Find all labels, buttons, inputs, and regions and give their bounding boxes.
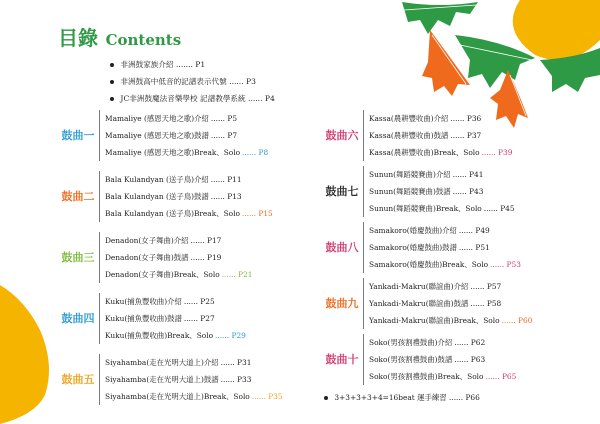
chapter-label: 鼓曲二 (61, 190, 95, 203)
toc-entry[interactable] (369, 351, 516, 368)
chapter-entries (105, 110, 268, 161)
toc-entry-text: Sunun(舞蹈競賽曲)Break、Solo (369, 204, 482, 213)
toc-entry-page: ...... P57 (470, 282, 502, 291)
intro-item[interactable] (110, 90, 275, 107)
chapter-divider (99, 171, 100, 222)
toc-entry-page: ...... P21 (221, 270, 253, 279)
toc-entry-text: Mamaliye (感恩天地之歌)介紹 (105, 114, 209, 123)
toc-entry-page: ...... P11 (210, 175, 242, 184)
toc-entry-text: Kassa(農耕豐收曲)鼓譜 (369, 131, 449, 140)
toc-entry[interactable] (369, 278, 532, 295)
toc-entry-text: Kassa(農耕豐收曲)介紹 (369, 114, 449, 123)
toc-entry-page: ...... P8 (242, 148, 269, 157)
intro-item-page: ....... P1 (176, 60, 206, 69)
toc-entry-page: ...... P17 (190, 236, 222, 245)
toc-entry-page: ...... P49 (458, 226, 490, 235)
toc-entry-page: ...... P25 (183, 297, 215, 306)
toc-entry-page: ...... P45 (483, 204, 515, 213)
toc-entry[interactable] (369, 166, 515, 183)
chapter-entries (105, 293, 246, 344)
toc-entry-page: ...... P41 (452, 170, 484, 179)
toc-entry-page: ...... P15 (241, 209, 273, 218)
toc-entry-text: Mamaliye (感恩天地之歌)鼓譜 (105, 131, 209, 140)
toc-entry[interactable] (105, 232, 253, 249)
footer-page: ...... P66 (449, 393, 480, 402)
toc-entry[interactable] (105, 388, 283, 405)
toc-entry[interactable] (369, 222, 521, 239)
chapter-entries (105, 354, 283, 405)
toc-entry-text: Sunun(舞蹈競賽曲)鼓譜 (369, 187, 451, 196)
chapter-divider (363, 110, 364, 161)
intro-item-text: JC非洲鼓魔法音樂學校 記譜教學系統 (120, 94, 246, 103)
toc-entry-text: Samakoro(婚慶鼓曲)介紹 (369, 226, 457, 235)
toc-entry-page: ...... P51 (458, 243, 490, 252)
toc-entry[interactable] (105, 249, 253, 266)
toc-entry-text: Kuku(捕魚豐收曲)介紹 (105, 297, 182, 306)
chapter-divider (363, 166, 364, 217)
toc-entry-page: ...... P60 (501, 316, 533, 325)
toc-entry-page: ...... P29 (215, 331, 246, 340)
toc-entry[interactable] (369, 144, 512, 161)
toc-entry-page: ...... P43 (452, 187, 484, 196)
toc-entry-text: Bala Kulandyan (送子鳥)鼓譜 (105, 192, 209, 201)
chapter-label: 鼓曲十 (325, 353, 359, 366)
footer-text: 3+3+3+3+4=16beat 運手練習 (334, 393, 447, 402)
intro-item[interactable] (110, 56, 275, 73)
toc-entry-page: ...... P5 (210, 114, 238, 123)
toc-entry[interactable] (105, 144, 268, 161)
toc-entry[interactable] (105, 327, 246, 344)
toc-entry[interactable] (369, 312, 532, 329)
toc-entry-page: ...... P19 (190, 253, 222, 262)
toc-entry-text: Denadon(女子舞曲)介紹 (105, 236, 189, 245)
bullet-icon (110, 63, 114, 67)
chapter-divider (99, 110, 100, 161)
toc-entry[interactable] (369, 200, 515, 217)
toc-entry-text: Soko(男孩割禮鼓曲)Break、Solo (369, 372, 484, 381)
page-title (58, 22, 181, 51)
toc-entry-text: Soko(男孩割禮鼓曲)鼓譜 (369, 355, 453, 364)
toc-entry[interactable] (369, 110, 512, 127)
toc-entry-page: ...... P39 (481, 148, 513, 157)
toc-entry[interactable] (369, 183, 515, 200)
chapter-label: 鼓曲七 (325, 185, 359, 198)
toc-entry-text: Siyahamba(走在光明大道上)Break、Solo (105, 392, 250, 401)
toc-entry[interactable] (105, 266, 253, 283)
toc-entry[interactable] (105, 354, 283, 371)
chapter-label: 鼓曲三 (61, 251, 95, 264)
toc-entry-text: Sunun(舞蹈競賽曲)介紹 (369, 170, 451, 179)
bullet-icon (110, 80, 114, 84)
toc-entry-text: Siyahamba(走在光明大道上)鼓譜 (105, 375, 219, 384)
chapter-label: 鼓曲九 (325, 297, 359, 310)
toc-entry-text: Denadon(女子舞曲)鼓譜 (105, 253, 189, 262)
chapter-entries (105, 171, 273, 222)
toc-entry-text: Yankadi-Makru(聯誼曲)Break、Solo (369, 316, 500, 325)
toc-entry[interactable] (105, 127, 268, 144)
toc-entry-text: Siyahamba(走在光明大道上)介紹 (105, 358, 219, 367)
bullet-icon (324, 396, 328, 400)
chapter-divider (363, 334, 364, 385)
toc-entry-page: ...... P36 (450, 114, 482, 123)
chapter-entries (369, 110, 512, 161)
toc-entry[interactable] (105, 110, 268, 127)
intro-item-text: 非洲鼓家族介紹 (120, 60, 174, 69)
chapter-label: 鼓曲六 (325, 129, 359, 142)
toc-entry-text: Kuku(捕魚豐收曲)Break、Solo (105, 331, 214, 340)
toc-entry-text: Denadon(女子舞曲)Break、Solo (105, 270, 220, 279)
chapter-divider (99, 354, 100, 405)
bullet-icon (110, 97, 114, 101)
toc-entry[interactable] (105, 205, 273, 222)
toc-entry[interactable] (105, 293, 246, 310)
toc-entry-page: ...... P33 (220, 375, 252, 384)
toc-entry-page: ...... P65 (485, 372, 517, 381)
chapter-label: 鼓曲一 (61, 129, 95, 142)
toc-entry-text: Bala Kulandyan (送子鳥)介紹 (105, 175, 209, 184)
footer-entry[interactable] (324, 392, 480, 403)
intro-item-text: 非洲鼓高中低音的記譜表示代號 (120, 77, 227, 86)
chapter-entries (369, 334, 516, 385)
toc-entry-page: ...... P13 (210, 192, 242, 201)
toc-entry[interactable] (369, 368, 516, 385)
toc-entry[interactable] (105, 188, 273, 205)
toc-entry-page: ...... P37 (450, 131, 482, 140)
toc-entry[interactable] (105, 310, 246, 327)
chapter-divider (363, 278, 364, 329)
chapter-divider (363, 222, 364, 273)
toc-entry-text: Kuku(捕魚豐收曲)鼓譜 (105, 314, 182, 323)
intro-item-page: ...... P4 (248, 94, 275, 103)
chapter-entries (369, 222, 521, 273)
toc-entry-page: ...... P63 (454, 355, 486, 364)
chapter-label: 鼓曲八 (325, 241, 359, 254)
intro-item[interactable] (110, 73, 275, 90)
toc-entry-page: ...... P35 (251, 392, 283, 401)
toc-entry[interactable] (105, 371, 283, 388)
toc-entry-text: Samakoro(婚慶鼓曲)鼓譜 (369, 243, 457, 252)
toc-entry-text: Yankadi-Makru(聯誼曲)介紹 (369, 282, 469, 291)
chapter-label: 鼓曲五 (61, 373, 95, 386)
toc-entry-page: ...... P27 (183, 314, 215, 323)
toc-entry-text: Bala Kulandyan (送子鳥)Break、Solo (105, 209, 240, 218)
toc-entry[interactable] (369, 295, 532, 312)
toc-entry-page: ...... P53 (490, 260, 521, 269)
toc-entry[interactable] (369, 239, 521, 256)
intro-item-page: ...... P3 (229, 77, 256, 86)
toc-entry-page: ...... P62 (454, 338, 486, 347)
intro-list (110, 56, 275, 107)
chapter-entries (105, 232, 253, 283)
toc-entry-text: Mamaliye (感恩天地之歌)Break、Solo (105, 148, 241, 157)
chapter-label: 鼓曲四 (61, 312, 95, 325)
chapter-entries (369, 278, 532, 329)
toc-entry[interactable] (369, 127, 512, 144)
chapter-divider (99, 293, 100, 344)
toc-entry[interactable] (369, 256, 521, 273)
toc-entry-page: ...... P58 (470, 299, 502, 308)
toc-entry-page: ...... P31 (220, 358, 252, 367)
toc-entry-text: Soko(男孩割禮鼓曲)介紹 (369, 338, 453, 347)
toc-entry[interactable] (369, 334, 516, 351)
toc-entry-text: Samakoro(婚慶鼓曲)Break、Solo (369, 260, 489, 269)
toc-entry-page: ...... P7 (210, 131, 238, 140)
toc-entry-text: Yankadi-Makru(聯誼曲)鼓譜 (369, 299, 469, 308)
title-zh: 目錄 (58, 26, 98, 50)
chapter-entries (369, 166, 515, 217)
toc-entry-text: Kassa(農耕豐收曲)Break、Solo (369, 148, 480, 157)
toc-entry[interactable] (105, 171, 273, 188)
title-en: Contents (105, 31, 182, 49)
chapter-divider (99, 232, 100, 283)
